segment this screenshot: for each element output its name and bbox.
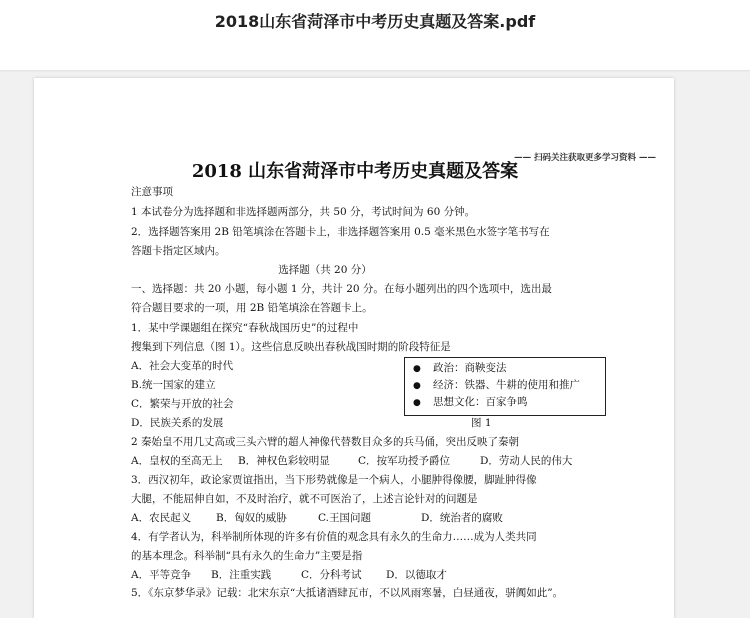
- bullet-icon: ●: [413, 381, 421, 391]
- question-3-stem-line-1: 3．西汉初年，政论家贾谊指出，当下形势就像是一个病人，小腿肿得像腰，脚趾肿得像: [131, 474, 537, 486]
- figure-1-item-economy: [413, 379, 580, 393]
- question-2-option-d: D．劳动人民的伟大: [480, 455, 573, 467]
- question-4-options: [131, 569, 447, 582]
- section-heading: 选择题（共 20 分）: [278, 264, 372, 276]
- notice-item-2-line-1: 2．选择题答案用 2B 铅笔填涂在答题卡上，非选择题答案用 0.5 毫米黑色水签字笔书写在: [131, 226, 550, 238]
- notice-heading: 注意事项: [131, 186, 173, 198]
- file-title: 2018山东省菏泽市中考历史真题及答案.pdf: [214, 12, 536, 31]
- question-1-option-c: C．繁荣与开放的社会: [131, 398, 234, 410]
- figure-1-caption: 图 1: [471, 417, 492, 429]
- question-4-stem-line-2: 的基本理念。科举制“具有永久的生命力”主要是指: [131, 550, 363, 562]
- notice-item-2-line-2: 答题卡指定区域内。: [131, 245, 226, 257]
- question-2-option-c: C．按军功授予爵位: [358, 455, 451, 467]
- figure-1-item-text: 政治：商鞅变法: [433, 362, 507, 374]
- figure-1-item-culture: [413, 396, 528, 410]
- question-1-option-a: A．社会大变革的时代: [131, 360, 234, 372]
- question-4-option-a: A．平等竞争: [131, 569, 192, 581]
- question-2-option-b: B．神权色彩较明显: [238, 455, 330, 467]
- viewer-toolbar: [0, 0, 750, 70]
- question-3-option-a: A．农民起义: [131, 512, 192, 524]
- question-3-stem-line-2: 大腿，不能屈伸自如，不及时治疗，就不可医治了，上述言论针对的问题是: [131, 493, 478, 505]
- question-5-stem-partial: 5．《东京梦华录》记载：北宋东京“大抵诸酒肆瓦市，不以风雨寒暑，白昼通夜，骈阗如此”。: [131, 587, 564, 599]
- question-4-stem-line-1: 4．有学者认为，科举制所体现的许多有价值的观念具有永久的生命力……成为人类共同: [131, 531, 537, 543]
- watermark-text: —— 扫码关注获取更多学习资料 ——: [514, 153, 656, 163]
- instructions-line-2: 符合题目要求的一项，用 2B 铅笔填涂在答题卡上。: [131, 302, 373, 314]
- question-4-option-b: B．注重实践: [211, 569, 272, 581]
- question-3-option-c: C.王国问题: [318, 512, 371, 524]
- question-3-options: [131, 512, 503, 525]
- figure-1-item-politics: [413, 362, 507, 376]
- question-3-option-b: B．匈奴的威胁: [216, 512, 287, 524]
- question-2-stem: 2 秦始皇不用几丈高或三头六臂的超人神像代替数目众多的兵马俑，突出反映了秦朝: [131, 436, 520, 448]
- question-2-option-a: A．皇权的至高无上: [131, 455, 223, 467]
- question-4-option-d: D．以德取才: [386, 569, 447, 581]
- question-3-option-d: D．统治者的腐败: [421, 512, 503, 524]
- figure-1-box: [404, 357, 606, 416]
- question-2-options: [131, 455, 572, 468]
- question-1-option-d: D．民族关系的发展: [131, 417, 224, 429]
- question-1-option-b: B.统一国家的建立: [131, 379, 216, 391]
- bullet-icon: ●: [413, 398, 421, 408]
- question-4-option-c: C．分科考试: [301, 569, 362, 581]
- instructions-line-1: 一、选择题：共 20 小题，每小题 1 分，共计 20 分。在每小题列出的四个选项中，选出最: [131, 283, 552, 295]
- document-title: 2018 山东省菏泽市中考历史真题及答案: [191, 161, 519, 182]
- question-1-stem-line-2: 搜集到下列信息（图 1）。这些信息反映出春秋战国时期的阶段特征是: [131, 341, 451, 353]
- question-1-stem-line-1: 1．某中学课题组在探究“春秋战国历史”的过程中: [131, 322, 359, 334]
- figure-1-item-text: 思想文化：百家争鸣: [433, 396, 528, 408]
- bullet-icon: ●: [413, 364, 421, 374]
- notice-item-1: 1 本试卷分为选择题和非选择题两部分，共 50 分，考试时间为 60 分钟。: [131, 206, 476, 218]
- figure-1-item-text: 经济：铁器、牛耕的使用和推广: [433, 379, 580, 391]
